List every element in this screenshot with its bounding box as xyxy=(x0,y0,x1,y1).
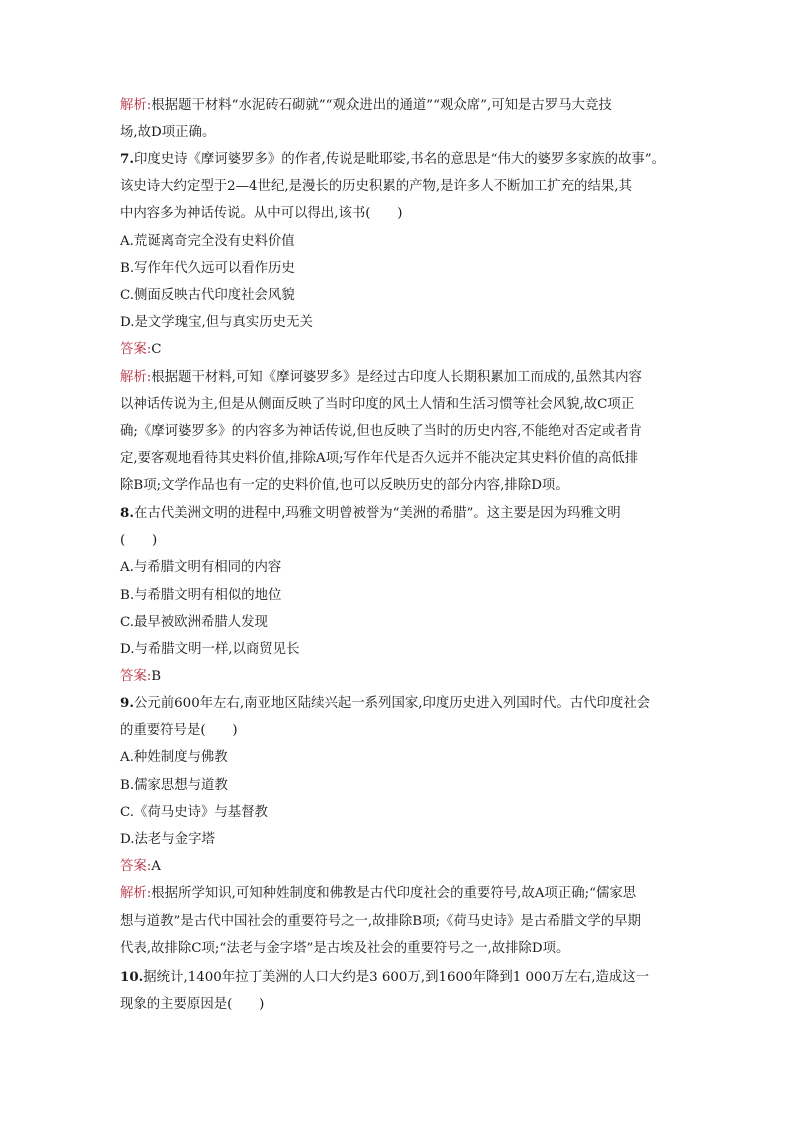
option-a: A.与希腊文明有相同的内容 xyxy=(120,560,282,576)
option-a: A.荒诞离奇完全没有史料价值 xyxy=(120,233,295,249)
analysis-line: 确;《摩诃婆罗多》的内容多为神话传说,但也反映了当时的历史内容,不能绝对否定或者肯 xyxy=(120,423,642,439)
answer-line xyxy=(120,853,680,880)
question-stem-line: 9.公元前600年左右,南亚地区陆续兴起一系列国家,印度历史进入列国时代。古代印度社会 xyxy=(120,695,651,711)
question-8 xyxy=(120,500,680,690)
question-number: 10. xyxy=(120,969,144,985)
question-stem-line: 现象的主要原因是( ) xyxy=(120,997,265,1013)
analysis-line: 解析:根据题干材料“水泥砖石砌就”“观众进出的通道”“观众席”,可知是古罗马大竞技 xyxy=(120,98,612,113)
answer-value: C xyxy=(151,342,162,358)
question-stem-line: 8.在古代美洲文明的进程中,玛雅文明曾被誉为“美洲的希腊”。这主要是因为玛雅文明 xyxy=(120,505,621,521)
option-b: B.与希腊文明有相似的地位 xyxy=(120,587,282,603)
prev-analysis xyxy=(120,92,680,146)
analysis-line: 除B项;文学作品也有一定的史料价值,也可以反映历史的部分内容,排除D项。 xyxy=(120,478,569,494)
analysis-line: 定,要客观地看待其史料价值,排除A项;写作年代是否久远并不能决定其史料价值的高低排 xyxy=(120,451,639,467)
question-stem-line: 10.据统计,1400年拉丁美洲的人口大约是3 600万,到1600年降到1 000万左右,造成这一 xyxy=(120,969,650,985)
analysis-line: 想与道教”是古代中国社会的重要符号之一,故排除B项;《荷马史诗》是古希腊文学的早期 xyxy=(120,913,641,929)
question-number: 9. xyxy=(120,695,134,711)
question-10 xyxy=(120,964,680,1018)
analysis-line: 以神话传说为主,但是从侧面反映了当时印度的风土人情和生活习惯等社会风貌,故C项正 xyxy=(120,396,635,412)
analysis-label: 解析: xyxy=(120,886,152,902)
question-stem-line: 中内容多为神话传说。从中可以得出,该书( ) xyxy=(120,206,403,222)
option-c: C.《荷马史诗》与基督教 xyxy=(120,804,268,820)
option-c: C.最早被欧洲希腊人发现 xyxy=(120,614,268,630)
analysis-line: 解析:根据所学知识,可知种姓制度和佛教是古代印度社会的重要符号,故A项正确;“儒家思 xyxy=(120,886,637,902)
option-d: D.与希腊文明一样,以商贸见长 xyxy=(120,641,300,657)
analysis-label: 解析: xyxy=(120,98,152,113)
option-d: D.是文学瑰宝,但与真实历史无关 xyxy=(120,315,313,331)
question-number: 7. xyxy=(120,151,134,167)
answer-line xyxy=(120,336,680,363)
analysis-line: 解析:根据题干材料,可知《摩诃婆罗多》是经过古印度人长期积累加工而成的,虽然其内容 xyxy=(120,369,642,385)
option-c: C.侧面反映古代印度社会风貌 xyxy=(120,287,295,303)
analysis-line: 代表,故排除C项;“法老与金字塔”是古埃及社会的重要符号之一,故排除D项。 xyxy=(120,940,570,956)
question-7 xyxy=(120,146,680,499)
question-number: 8. xyxy=(120,505,134,521)
option-d: D.法老与金字塔 xyxy=(120,831,215,847)
answer-line xyxy=(120,663,680,690)
answer-label: 答案: xyxy=(120,342,152,358)
question-stem-line: 该史诗大约定型于2—4世纪,是漫长的历史积累的产物,是许多人不断加工扩充的结果,其 xyxy=(120,179,632,195)
analysis-label: 解析: xyxy=(120,369,152,385)
analysis-line: 场,故D项正确。 xyxy=(120,125,216,141)
answer-label: 答案: xyxy=(120,859,152,875)
question-stem-line: 7.印度史诗《摩诃婆罗多》的作者,传说是毗耶娑,书名的意思是“伟大的婆罗多家族的故事”。 xyxy=(120,151,666,167)
option-a: A.种姓制度与佛教 xyxy=(120,750,228,766)
answer-value: A xyxy=(151,859,161,875)
question-9 xyxy=(120,690,680,962)
option-b: B.儒家思想与道教 xyxy=(120,777,228,793)
question-stem-line: ( ) xyxy=(120,533,158,549)
question-stem-line: 的重要符号是( ) xyxy=(120,723,238,739)
answer-value: B xyxy=(151,669,162,685)
option-b: B.写作年代久远可以看作历史 xyxy=(120,260,295,276)
answer-label: 答案: xyxy=(120,669,152,685)
